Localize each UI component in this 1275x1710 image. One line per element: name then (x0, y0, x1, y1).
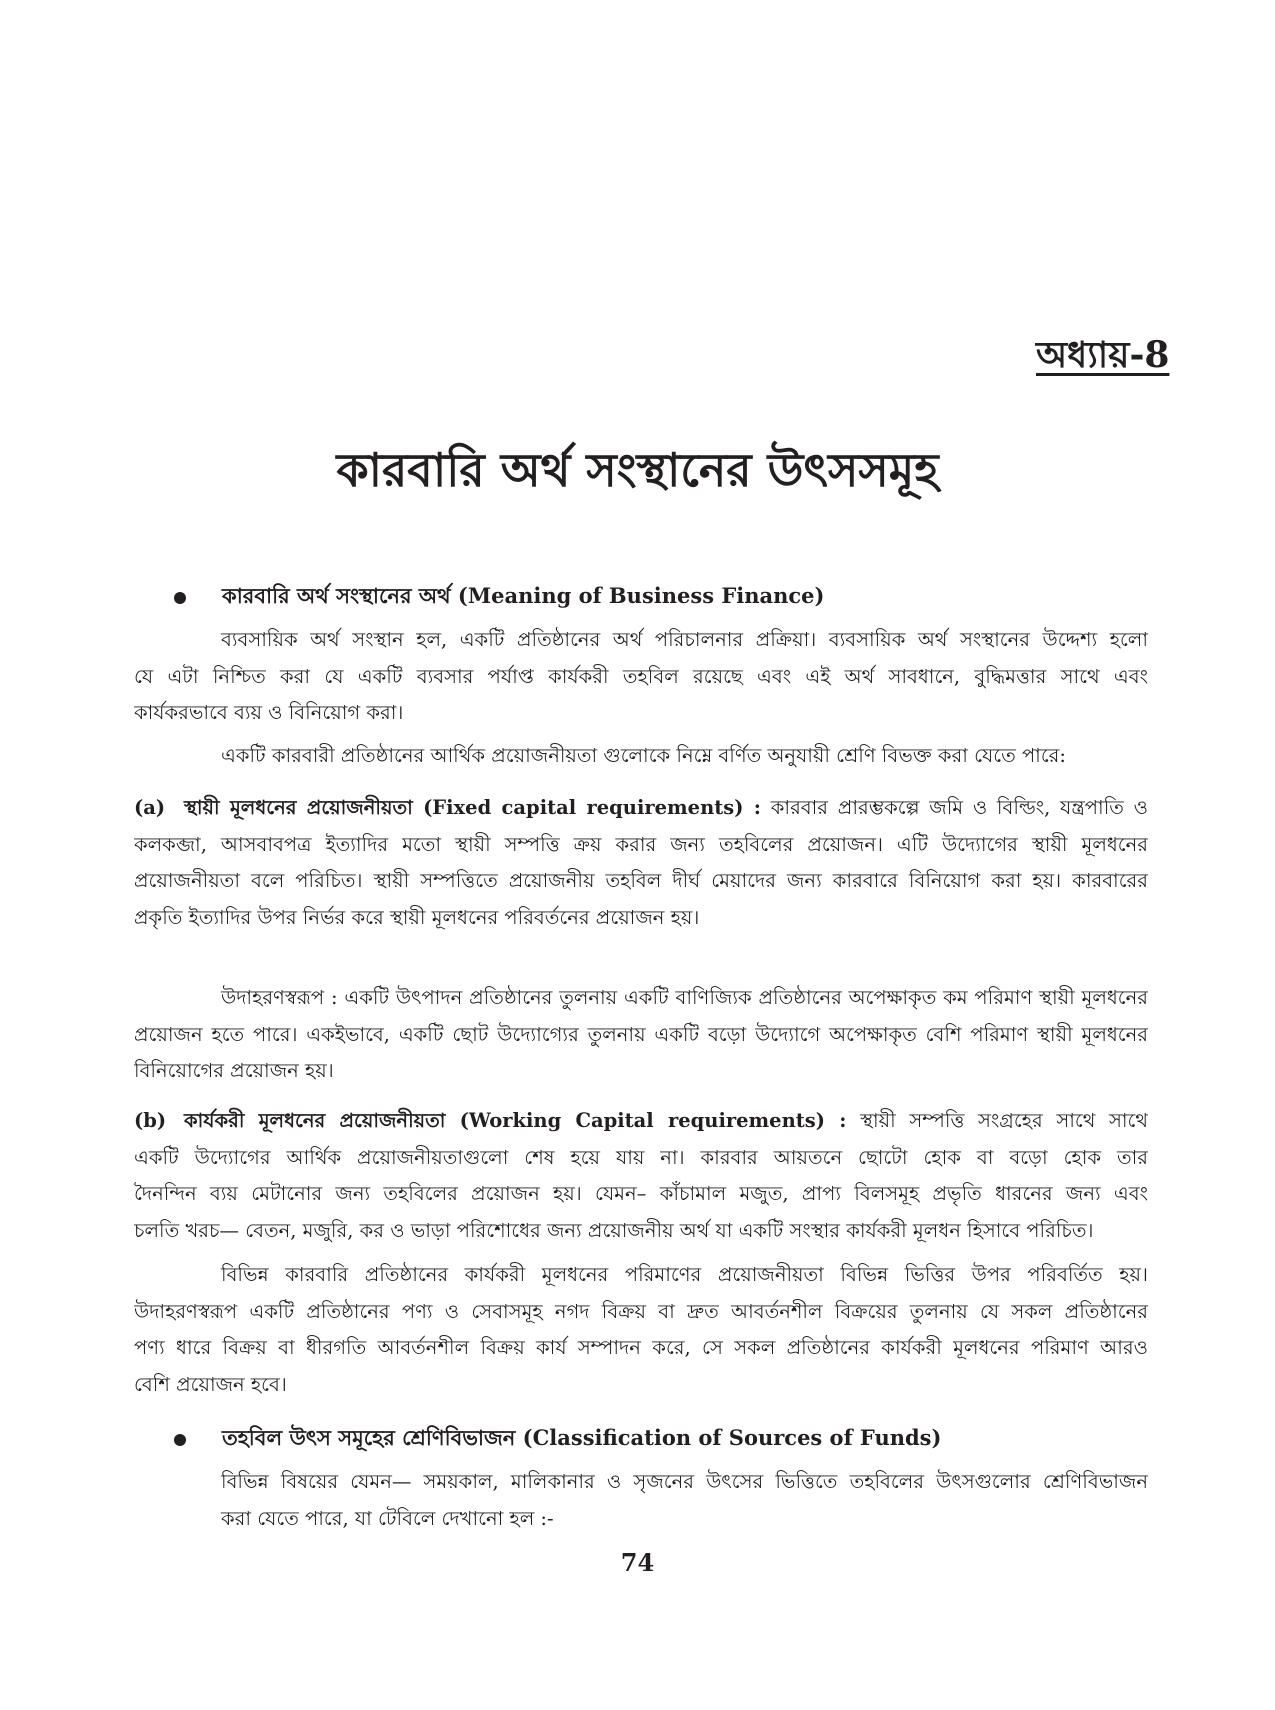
text-line: কার্যকরভাবে ব্যয় ও বিনিয়োগ করা। (134, 701, 404, 724)
text-line: বিভিন্ন কারবারি প্রতিষ্ঠানের কার্যকরী মূলধনের পরিমাণের প্রয়োজনীয়তা বিভিন্ন ভিত্তির উপর পরিবর্তিত হয়। (221, 1263, 1148, 1286)
page-number: 74 (620, 1548, 655, 1577)
text-line: ব্যবসায়িক অর্থ সংস্থান হল, একটি প্রতিষ্ঠানের অর্থ পরিচালনার প্রক্রিয়া। ব্যবসায়িক অর্থ সংস্থানের উদ্দেশ্য হলো (221, 628, 1148, 651)
paragraph (134, 1257, 1148, 1403)
item-label: (a) (134, 796, 166, 819)
paragraph (134, 622, 1148, 732)
line-text: কারবার প্রারম্ভকল্পে জমি ও বিল্ডিং, যন্ত্রপাতি ও (770, 796, 1148, 819)
item-label: (b) (134, 1109, 167, 1132)
paragraph (134, 1464, 1148, 1537)
page-title: কারবারি অর্থ সংস্থানের উৎসসমূহ (336, 443, 939, 497)
text-line: কলকব্জা, আসবাবপত্র ইত্যাদির মতো স্থায়ী সম্পত্তি ক্রয় করার জন্য তহবিলের প্রয়োজন। এটি উদ্যোগের স্থায়ী মূলধনের (134, 832, 1148, 856)
bullet-icon (174, 1434, 186, 1446)
heading-english: (Classification of Sources of Funds) (522, 1425, 942, 1450)
text-line: চলতি খরচ— বেতন, মজুরি, কর ও ভাড়া পরিশোধের জন্য প্রয়োজনীয় অর্থ যা একটি সংস্থার কার্যকরী মূলধন হিসাবে পরিচিত। (134, 1218, 1094, 1242)
heading-bengali: কারবারি অর্থ সংস্থানের অর্থ (222, 583, 451, 608)
item-title: স্থায়ী মূলধনের প্রয়োজনীয়তা (Fixed capital requirements) : (184, 796, 762, 819)
text-line: বেশি প্রয়োজন হবে। (134, 1372, 287, 1396)
list-item (134, 1103, 1148, 1249)
text-line: প্রয়োজন হতে পারে। একইভাবে, একটি ছোট উদ্যোগ্যের তুলনায় একটি বড়ো উদ্যোগে অপেক্ষাকৃত বেশি পরিমাণ স্থায়ী মূলধনের (134, 1022, 1148, 1046)
heading-bengali: তহবিল উৎস সমূহের শ্রেণিবিভাজন (222, 1425, 516, 1450)
text-line: বিভিন্ন বিষয়ের যেমন— সময়কাল, মালিকানার ও সৃজনের উৎসের ভিত্তিতে তহবিলের উৎসগুলোর শ্রেণিবিভাজন (221, 1470, 1148, 1493)
text-line: উদাহরণস্বরূপ একটি প্রতিষ্ঠানের পণ্য ও সেবাসমূহ নগদ বিক্রয় বা দ্রুত আবর্তনশীল বিক্রয়ের তুলনায় যে সকল প্রতিষ্ঠানের (134, 1299, 1148, 1323)
text-line: বিনিয়োগের প্রয়োজন হয়। (134, 1059, 334, 1082)
text-line: একটি উদ্যোগের আর্থিক প্রয়োজনীয়তাগুলো শেষ হয়ে যায় না। কারবার আয়তনে ছোটো হোক বা বড়ো হোক তার (134, 1145, 1148, 1169)
item-title: কার্যকরী মূলধনের প্রয়োজনীয়তা (Working Capital requirements) : (184, 1109, 847, 1132)
line-text: স্থায়ী সম্পত্তি সংগ্রহের সাথে সাথে (860, 1109, 1148, 1132)
list-item (134, 790, 1148, 936)
chapter-label: অধ্যায়-8 (1036, 334, 1170, 376)
text-line: প্রয়োজনীয়তা বলে পরিচিত। স্থায়ী সম্পত্তিতে প্রয়োজনীয় তহবিল দীর্ঘ মেয়াদের জন্য কারবারে বিনিয়োগ করা হয়। কারবারের (134, 869, 1148, 892)
text-line: করা যেতে পারে, যা টেবিলে দেখানো হল :- (221, 1506, 554, 1530)
section-heading (174, 1420, 941, 1456)
text-line (134, 1103, 1148, 1140)
paragraph (134, 738, 1148, 775)
bullet-icon (174, 592, 186, 604)
text-line: দৈনন্দিন ব্যয় মেটানোর জন্য তহবিলের প্রয়োজন হয়। যেমন– কাঁচামাল মজুত, প্রাপ্য বিলসমূহ প্রভৃতি ধারনের জন্য এবং (134, 1182, 1148, 1205)
heading-english: (Meaning of Business Finance) (457, 583, 825, 608)
text-line: পণ্য ধারে বিক্রয় বা ধীরগতি আবর্তনশীল বিক্রয় কার্য সম্পাদন করে, সে সকল প্রতিষ্ঠানের কার্যকরী মূলধনের পরিমাণ আরও (134, 1336, 1148, 1359)
text-line (134, 790, 1148, 827)
text-line: একটি কারবারী প্রতিষ্ঠানের আর্থিক প্রয়োজনীয়তা গুলোকে নিম্নে বর্ণিত অনুযায়ী শ্রেণি বিভক্ত করা যেতে পারে: (221, 744, 1066, 767)
paragraph (134, 980, 1148, 1090)
text-line: যে এটা নিশ্চিত করা যে একটি ব্যবসার পর্যাপ্ত কার্যকরী তহবিল রয়েছে এবং এই অর্থ সাবধানে, বুদ্ধিমত্তার সাথে এবং (134, 664, 1148, 688)
text-line: উদাহরণস্বরূপ : একটি উৎপাদন প্রতিষ্ঠানের তুলনায় একটি বাণিজ্যিক প্রতিষ্ঠানের অপেক্ষাকৃত কম পরিমাণ স্থায়ী মূলধনের (221, 986, 1148, 1009)
section-heading (174, 578, 824, 614)
text-line: প্রকৃতি ইত্যাদির উপর নির্ভর করে স্থায়ী মূলধনের পরিবর্তনের প্রয়োজন হয়। (134, 905, 700, 929)
